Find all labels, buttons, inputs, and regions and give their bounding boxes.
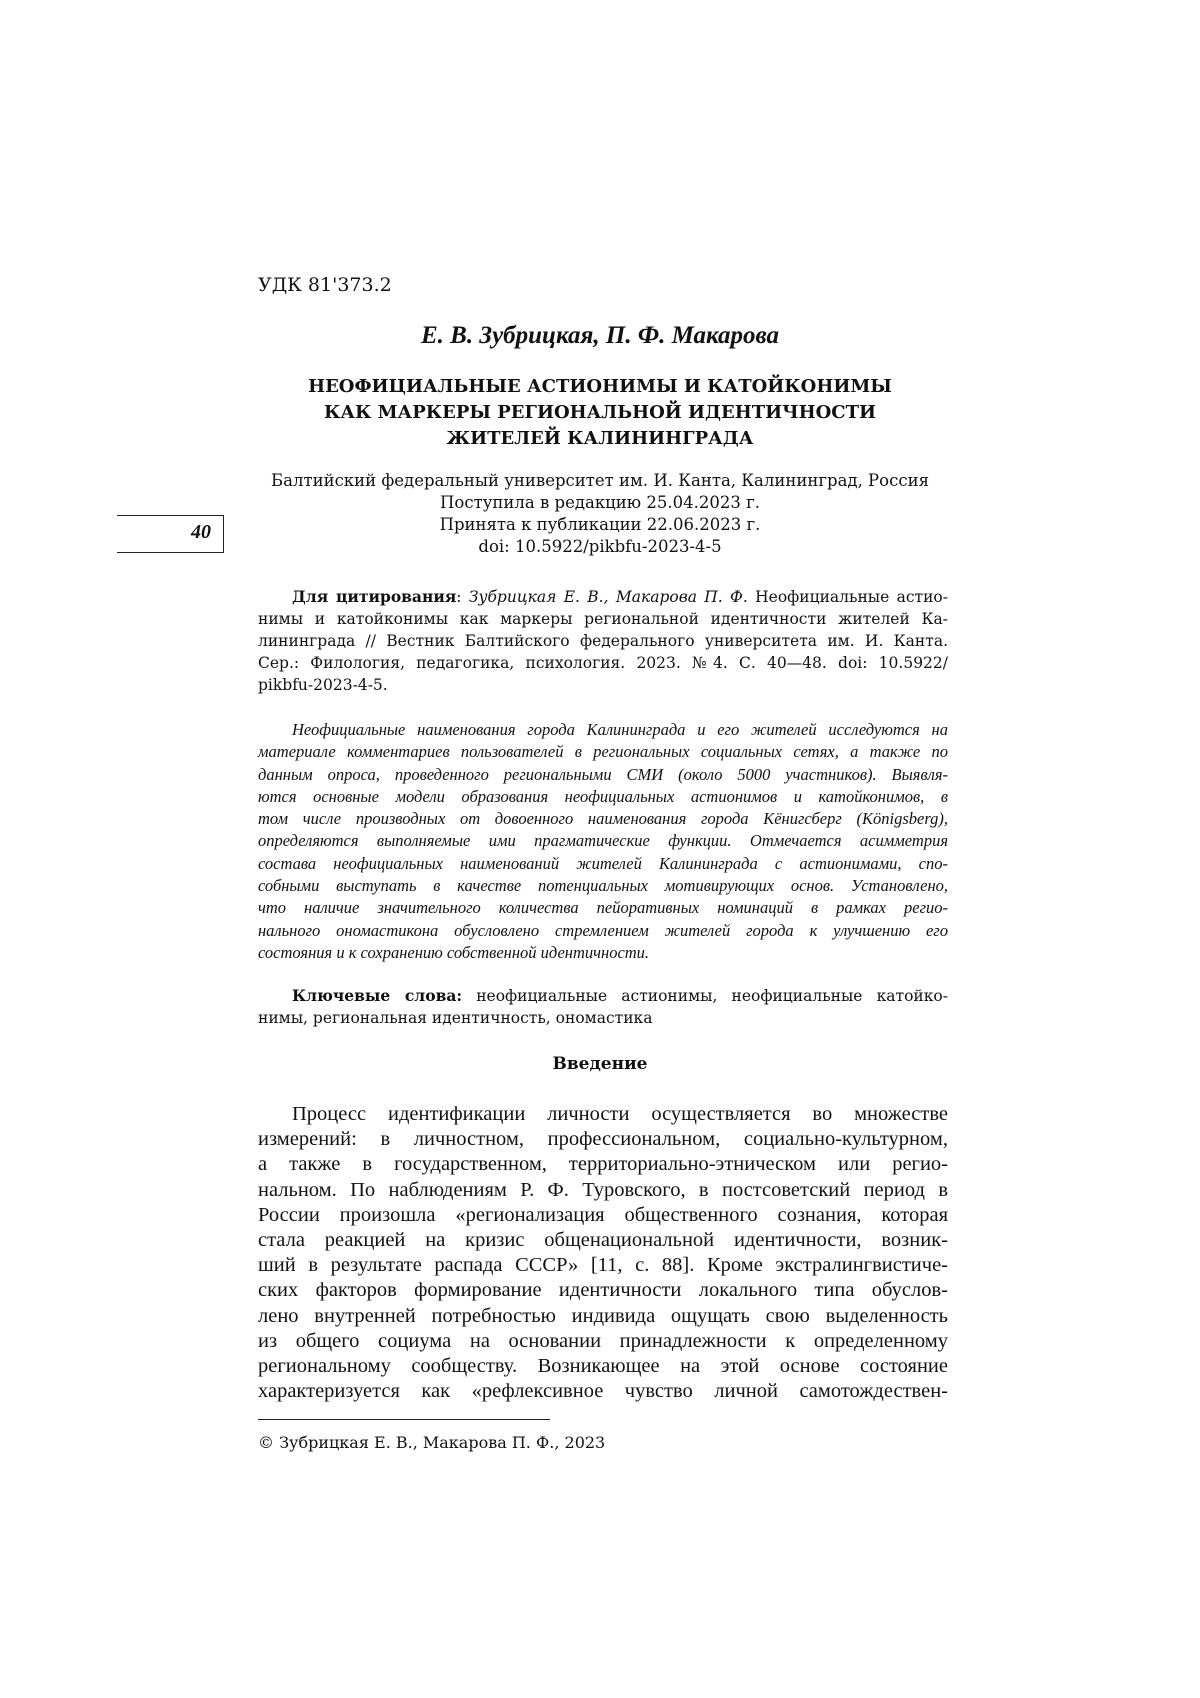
body-line: из общего социума на основании принадлежности к определенному bbox=[258, 1329, 948, 1352]
abstract-line: что наличие значительного количества пейоративных номинаций в рамках регио- bbox=[258, 898, 948, 918]
citation-block bbox=[258, 586, 948, 696]
abstract-line: ются основные модели образования неофициальных астионимов и катойконимов, в bbox=[258, 786, 948, 806]
body-line: ший в результате распада СССР» [11, с. 88]. Кроме экстралингвистиче- bbox=[258, 1254, 948, 1277]
article-title bbox=[0, 374, 1200, 452]
keywords-text: неофициальные астионимы, неофициальные катойко- bbox=[476, 987, 948, 1005]
abstract-line: нального ономастикона обусловлено стремлением жителей города к улучшению его bbox=[258, 920, 948, 940]
copyright-footnote: © Зубрицкая Е. В., Макарова П. Ф., 2023 bbox=[258, 1433, 606, 1452]
section-heading: Введение bbox=[552, 1054, 648, 1074]
citation-line: лининграда // Вестник Балтийского федерального университета им. И. Канта. bbox=[258, 632, 948, 650]
body-line: региональному сообществу. Возникающее на этой основе состояние bbox=[258, 1355, 948, 1378]
body-line: лено внутренней потребностью индивида ощущать свою выделенность bbox=[258, 1304, 948, 1327]
title-line: ЖИТЕЛЕЙ КАЛИНИНГРАДА bbox=[446, 428, 754, 449]
body-line: ских факторов формирование идентичности локального типа обуслов- bbox=[258, 1279, 948, 1302]
footnote-divider bbox=[258, 1419, 550, 1420]
body-line: России произошла «регионализация общественного сознания, которая bbox=[258, 1203, 948, 1226]
citation-text: Неофициальные астио- bbox=[755, 588, 948, 606]
abstract-line: собными выступать в качестве потенциальных мотивирующих основ. Установлено, bbox=[258, 876, 948, 896]
keywords-line bbox=[258, 985, 948, 1007]
title-line: КАК МАРКЕРЫ РЕГИОНАЛЬНОЙ ИДЕНТИЧНОСТИ bbox=[323, 402, 877, 423]
authors: Е. В. Зубрицкая, П. Ф. Макарова bbox=[421, 322, 779, 349]
body-line: характеризуется как «рефлексивное чувство личной самотождествен- bbox=[258, 1380, 948, 1403]
body-paragraph bbox=[258, 1102, 948, 1404]
keywords-line: нимы, региональная идентичность, ономастика bbox=[258, 1009, 653, 1027]
citation-line: нимы и катойконимы как маркеры региональной идентичности жителей Ка- bbox=[258, 610, 948, 628]
doi: doi: 10.5922/pikbfu-2023-4-5 bbox=[478, 537, 722, 556]
abstract-line: определяются выполняемые ими прагматические функции. Отмечается асимметрия bbox=[258, 831, 948, 851]
keywords-block bbox=[258, 985, 948, 1029]
received-date: Поступила в редакцию 25.04.2023 г. bbox=[440, 493, 760, 512]
citation-line: Сер.: Филология, педагогика, психология. 2023. №4. С. 40—48. doi: 10.5922/ bbox=[258, 654, 948, 672]
page-number: 40 bbox=[191, 521, 211, 543]
affiliation: Балтийский федеральный университет им. И. Канта, Калининград, Россия bbox=[271, 471, 929, 490]
udk-code: УДК 81'373.2 bbox=[258, 274, 392, 296]
abstract-line: данным опроса, проведенного региональными СМИ (около 5000 участников). Выявля- bbox=[258, 764, 948, 784]
accepted-date: Принята к публикации 22.06.2023 г. bbox=[439, 515, 761, 534]
abstract-line: состояния и к сохранению собственной идентичности. bbox=[258, 942, 650, 962]
body-line: а также в государственном, территориально-этническом или регио- bbox=[258, 1153, 948, 1176]
body-line: нальном. По наблюдениям Р. Ф. Туровского, в постсоветский период в bbox=[258, 1178, 948, 1201]
title-line: НЕОФИЦИАЛЬНЫЕ АСТИОНИМЫ И КАТОЙКОНИМЫ bbox=[308, 376, 892, 397]
abstract-line: том числе производных от довоенного наименования города Кёнигсберг (Königsberg), bbox=[258, 809, 948, 829]
abstract-line: Неофициальные наименования города Калининграда и его жителей исследуются на bbox=[292, 720, 948, 739]
body-line: Процесс идентификации личности осуществляется во множестве bbox=[292, 1103, 948, 1125]
abstract-line: материале комментариев пользователей в региональных социальных сетях, а также по bbox=[258, 742, 948, 762]
abstract bbox=[258, 719, 948, 964]
body-line: стала реакцией на кризис общенациональной идентичности, возник- bbox=[258, 1229, 948, 1252]
body-line: измерений: в личностном, профессиональном, социально-культурном, bbox=[258, 1128, 948, 1151]
keywords-label: Ключевые слова: bbox=[292, 986, 463, 1005]
citation-line: Для цитирования: Зубрицкая Е. В., Макарова П. Ф. Неофициальные астио- bbox=[292, 587, 948, 606]
citation-line: pikbfu-2023-4-5. bbox=[258, 676, 388, 694]
page-number-box bbox=[117, 515, 224, 553]
abstract-line: состава неофициальных наименований жителей Калининграда с астионимами, спо- bbox=[258, 853, 948, 873]
citation-authors: Зубрицкая Е. В., Макарова П. Ф. bbox=[468, 588, 748, 606]
citation-label: Для цитирования bbox=[292, 587, 457, 606]
